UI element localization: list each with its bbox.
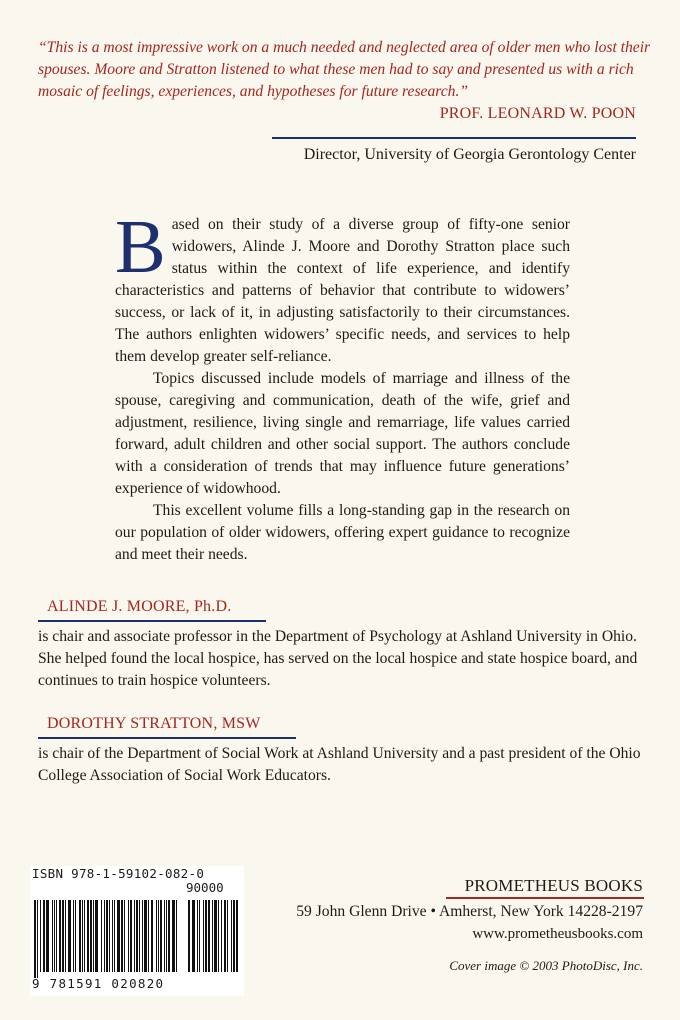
endorsement-divider	[272, 137, 636, 139]
price-barcode-bar	[221, 900, 222, 972]
barcode-bar	[54, 900, 55, 972]
barcode-bar	[46, 900, 49, 972]
barcode-bar	[142, 900, 143, 972]
barcode-bar	[128, 900, 129, 972]
barcode-bar	[121, 900, 123, 972]
barcode-bar	[176, 900, 177, 972]
barcode-bar	[73, 900, 74, 972]
barcode-bar	[109, 900, 110, 972]
publisher-name: PROMETHEUS BOOKS	[464, 876, 643, 895]
barcode-bar	[84, 900, 85, 972]
description-paragraph-1-text: ased on their study of a diverse group of fifty-one senior widowers, Alinde J. Moore and Dorothy Stratton place such status within the context of life experience, and identify characteristics and patterns of behavior that contribute to widowers’ success, or lack of it, in adjusting satisfactorily to their circumstances. The authors enlighten widowers’ specific needs, and services to help them develop greater self-reliance.	[115, 216, 570, 365]
barcode-bar	[68, 900, 71, 972]
author-bio-2: is chair of the Department of Social Work at Ashland University and a past president of the Ohio College Association of Social Work Educators.	[38, 745, 641, 784]
barcode-bar	[130, 900, 132, 972]
barcode-bar	[34, 900, 36, 978]
price-barcode-bar	[227, 900, 228, 972]
price-code: 90000	[186, 880, 224, 895]
barcode-bar	[93, 900, 94, 972]
endorsement-author: PROF. LEONARD W. POON	[439, 105, 636, 122]
barcode-bar	[151, 900, 153, 972]
barcode-bar	[124, 900, 125, 972]
barcode-bar	[164, 900, 165, 972]
barcode-bar	[101, 900, 102, 972]
price-barcode-bar	[188, 900, 190, 972]
barcode-bar	[40, 900, 41, 972]
barcode-digits: 9 781591 020820	[32, 976, 165, 991]
description-paragraph-1	[115, 205, 570, 368]
price-barcode-bar	[208, 900, 210, 972]
barcode-bar	[52, 900, 53, 972]
barcode-bar	[90, 900, 92, 972]
price-barcode-bar	[192, 900, 195, 972]
barcode-bar	[59, 900, 61, 972]
barcode-bar	[168, 900, 170, 972]
barcode-bar	[87, 900, 89, 972]
price-barcode-bar	[199, 900, 200, 972]
price-barcode-bar	[233, 900, 235, 972]
barcode-bar	[148, 900, 149, 972]
barcode-bar	[106, 900, 108, 972]
author-divider-1	[38, 620, 266, 622]
barcode-bar	[144, 900, 147, 972]
book-description	[115, 205, 570, 566]
description-paragraph-3: This excellent volume fills a long-standing gap in the research on our population of older widowers, offering expert guidance to recognize and meet their needs.	[115, 502, 570, 563]
barcode-bar	[134, 900, 135, 972]
price-barcode-bar	[218, 900, 219, 972]
price-barcode-bar	[231, 900, 232, 972]
author-divider-2	[38, 737, 296, 739]
barcode-bar	[95, 900, 98, 972]
publisher-divider	[446, 897, 644, 899]
barcode-bar	[43, 900, 45, 972]
price-barcode-bar	[203, 900, 204, 972]
barcode-bar	[112, 900, 113, 972]
price-barcode-bar	[214, 900, 217, 972]
barcode-bar	[65, 900, 66, 972]
barcode-bar	[114, 900, 115, 972]
author-name-2: DOROTHY STRATTON, MSW	[47, 715, 261, 732]
barcode-bar	[158, 900, 159, 972]
barcode-bar	[117, 900, 120, 972]
barcode-bar	[160, 900, 162, 972]
barcode-bar	[172, 900, 175, 972]
drop-cap: B	[115, 205, 166, 289]
barcode-bar	[79, 900, 81, 972]
price-barcode-bar	[236, 900, 238, 972]
barcode-bar	[104, 900, 105, 972]
price-barcode-bar	[197, 900, 198, 972]
barcode-bar	[139, 900, 140, 972]
endorsement-affiliation: Director, University of Georgia Gerontology Center	[303, 146, 636, 163]
author-bio-1: is chair and associate professor in the Department of Psychology at Ashland University in Ohio. She helped found the local hospice, has served on the local hospice and state hospice board, and continues to train hospice volunteers.	[38, 628, 638, 689]
isbn-number: ISBN 978-1-59102-082-0	[32, 866, 205, 881]
price-barcode-bar	[212, 900, 213, 972]
cover-image-credit: Cover image © 2003 PhotoDisc, Inc.	[449, 958, 643, 973]
barcode-bar	[136, 900, 138, 972]
barcode-bar	[166, 900, 167, 972]
barcode-bar	[82, 900, 83, 972]
publisher-address: 59 John Glenn Drive • Amherst, New York 14228-2197	[296, 903, 643, 920]
barcode-bar	[75, 900, 76, 972]
endorsement-quote: “This is a most impressive work on a much needed and neglected area of older men who lost their spouses. Moore and Stratton listened to what these men had to say and presented us with a rich mosaic of feelings, experiences, and hypotheses for future research.”	[38, 39, 651, 100]
barcode-bar	[56, 900, 57, 972]
description-paragraph-2: Topics discussed include models of marriage and illness of the spouse, caregiving and communication, death of the wife, grief and adjustment, resilience, living single and remarriage, life values carried forward, adult children and other social support. The authors conclude with a consideration of trends that may influence future generations’ experience of widowhood.	[115, 370, 570, 497]
barcode-bar	[37, 900, 38, 978]
barcode-bar	[62, 900, 64, 972]
barcode-bar	[156, 900, 157, 972]
price-barcode-bar	[205, 900, 207, 972]
publisher-website[interactable]: www.prometheusbooks.com	[472, 926, 643, 942]
author-name-1: ALINDE J. MOORE, Ph.D.	[47, 598, 232, 615]
price-barcode-bar	[224, 900, 226, 972]
